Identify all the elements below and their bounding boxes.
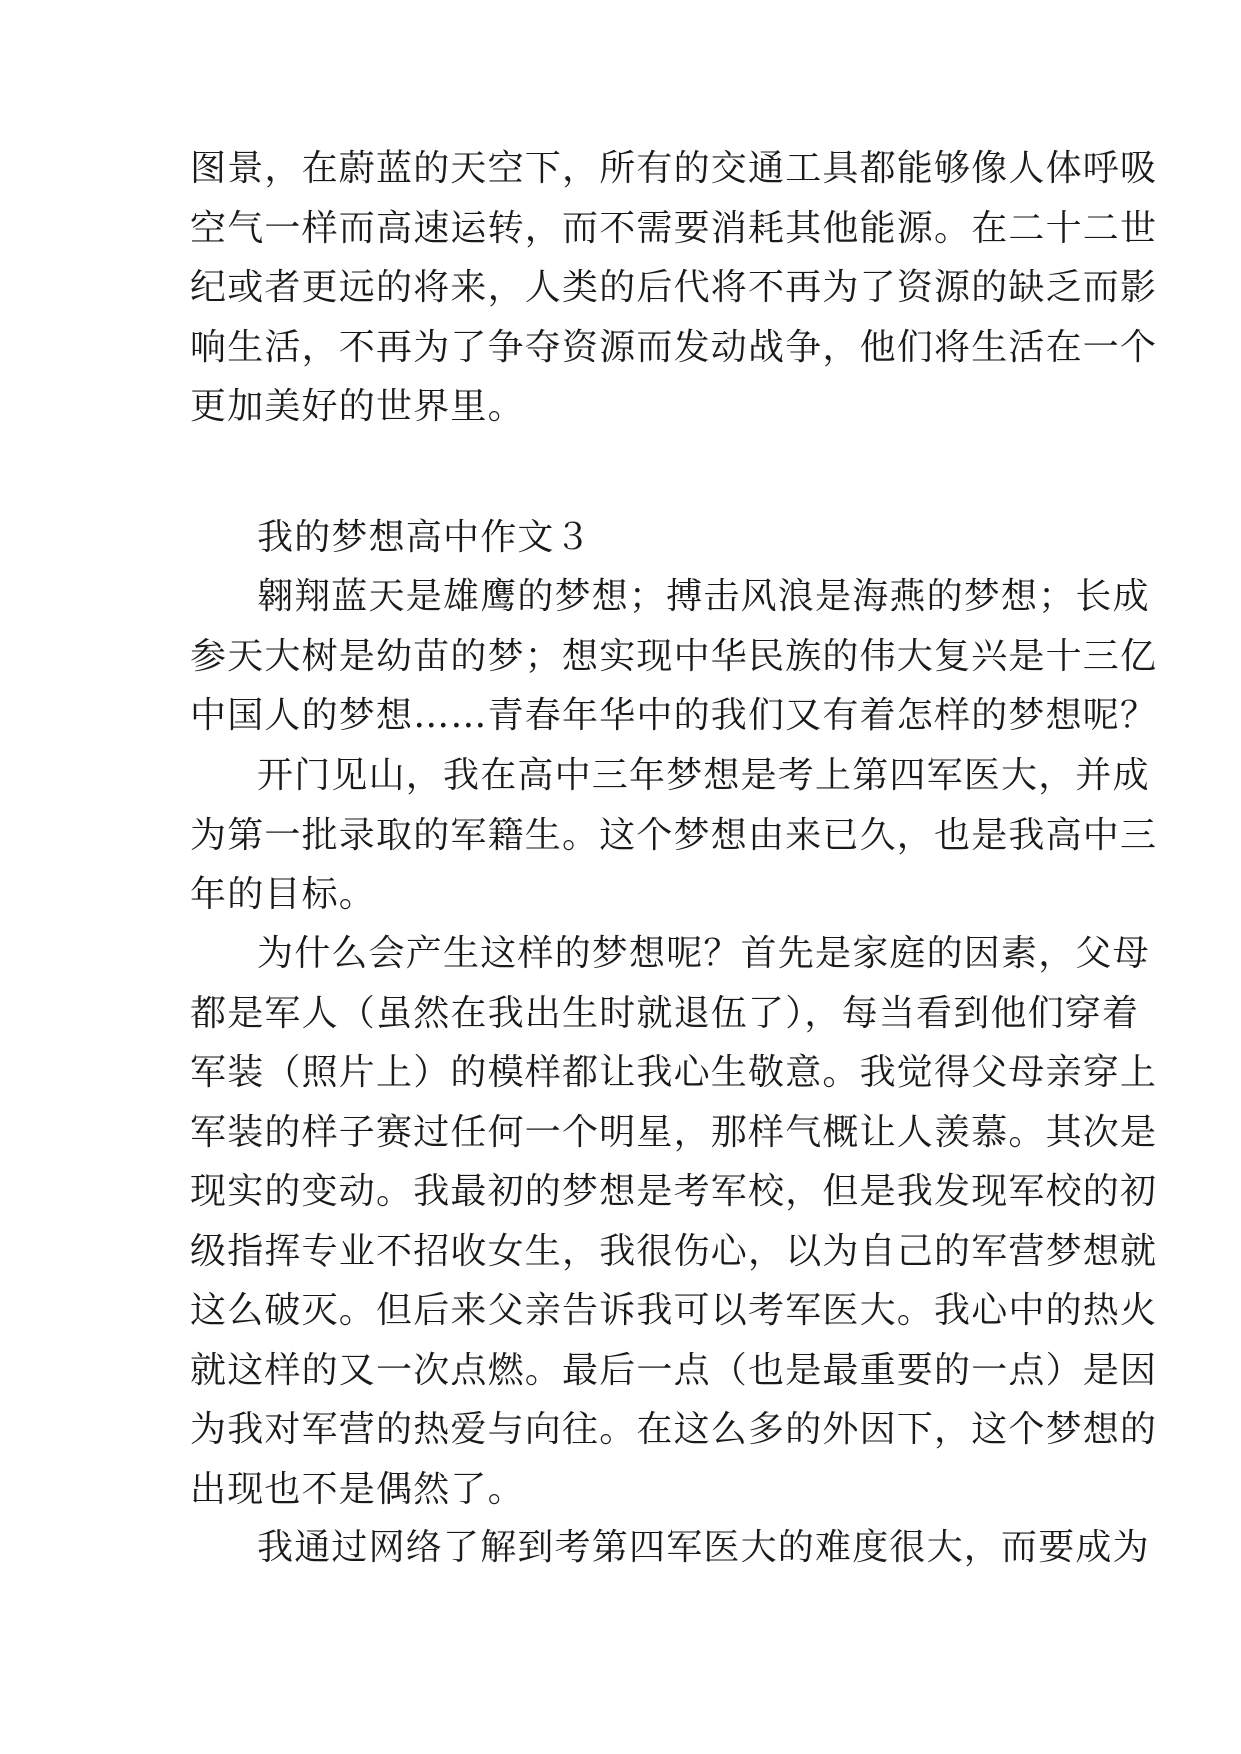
text-line: 开门见山，我在高中三年梦想是考上第四军医大，并成 (257, 755, 1150, 796)
text-line: 为第一批录取的军籍生。这个梦想由来已久，也是我高中三 (190, 814, 1158, 856)
text-line: 为我对军营的热爱与向往。在这么多的外因下，这个梦想的 (190, 1409, 1158, 1450)
text-line: 图景，在蔚蓝的天空下，所有的交通工具都能够像人体呼吸 (190, 148, 1158, 189)
text-line: 空气一样而高速运转，而不需要消耗其他能源。在二十二世 (190, 207, 1158, 249)
text-line: 翱翔蓝天是雄鹰的梦想；搏击风浪是海燕的梦想；长成 (257, 576, 1150, 617)
text-line: 参天大树是幼苗的梦；想实现中华民族的伟大复兴是十三亿 (190, 635, 1158, 677)
text-line: 纪或者更远的将来，人类的后代将不再为了资源的缺乏而影 (190, 267, 1158, 308)
text-line: 军装的样子赛过任何一个明星，那样气概让人羡慕。其次是 (190, 1111, 1158, 1153)
text-line: 为什么会产生这样的梦想呢？首先是家庭的因素，父母 (257, 933, 1150, 974)
text-line: 响生活，不再为了争夺资源而发动战争，他们将生活在一个 (190, 326, 1158, 368)
text-line: 我通过网络了解到考第四军医大的难度很大，而要成为 (257, 1527, 1150, 1568)
text-line: 军装（照片上）的模样都让我心生敬意。我觉得父母亲穿上 (190, 1052, 1158, 1093)
text-line: 这么破灭。但后来父亲告诉我可以考军医大。我心中的热火 (190, 1290, 1158, 1331)
paragraph-4 (190, 1518, 1150, 1578)
text-line: 更加美好的世界里。 (190, 386, 525, 427)
text-line: 现实的变动。我最初的梦想是考军校，但是我发现军校的初 (190, 1171, 1158, 1212)
paragraph-1 (190, 567, 1158, 746)
paragraph-3 (190, 924, 1158, 1519)
section-title-block (190, 508, 1050, 568)
text-line: 中国人的梦想……青春年华中的我们又有着怎样的梦想呢？ (190, 695, 1158, 736)
paragraph-2 (190, 746, 1158, 925)
text-line: 都是军人（虽然在我出生时就退伍了），每当看到他们穿着 (190, 992, 1140, 1034)
section-title: 我的梦想高中作文３ (257, 517, 592, 558)
paragraph-continued (190, 139, 1158, 437)
text-line: 出现也不是偶然了。 (190, 1468, 525, 1510)
text-line: 级指挥专业不招收女生，我很伤心，以为自己的军营梦想就 (190, 1230, 1158, 1272)
text-line: 就这样的又一次点燃。最后一点（也是最重要的一点）是因 (190, 1349, 1158, 1391)
text-line: 年的目标。 (190, 874, 377, 915)
